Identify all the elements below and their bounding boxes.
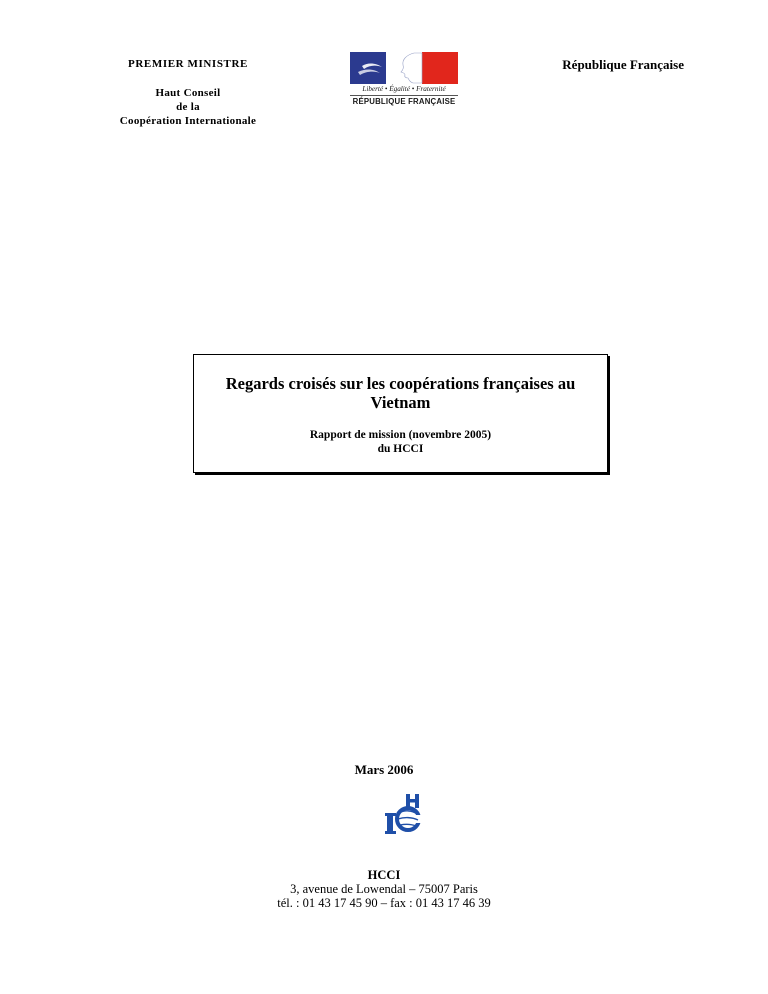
publication-date: Mars 2006 xyxy=(354,762,414,777)
hcci-logo-icon xyxy=(384,793,422,835)
report-subtitle-line-2: du HCCI xyxy=(377,443,424,455)
organization-line-2: de la xyxy=(176,101,200,113)
footer-address: 3, avenue de Lowendal – 75007 Paris xyxy=(290,882,478,896)
footer-contact xyxy=(0,868,768,910)
organization-line-3: Coopération Internationale xyxy=(119,115,257,127)
organization-name xyxy=(108,86,268,128)
republique-francaise-label: République Française xyxy=(562,57,684,72)
logo-motto: Liberté • Égalité • Fraternité xyxy=(362,85,446,93)
flag-red-band xyxy=(422,52,458,84)
header-left-block xyxy=(108,58,268,128)
footer-phone-fax: tél. : 01 43 17 45 90 – fax : 01 43 17 46 39 xyxy=(277,896,491,910)
flag-blue-band xyxy=(350,52,386,84)
report-subtitle xyxy=(194,428,607,456)
report-title-box xyxy=(193,354,608,473)
premier-ministre-label: PREMIER MINISTRE xyxy=(128,58,248,70)
report-subtitle-line-1: Rapport de mission (novembre 2005) xyxy=(309,429,492,441)
logo-republique-francaise: RÉPUBLIQUE FRANÇAISE xyxy=(352,97,456,106)
organization-line-1: Haut Conseil xyxy=(155,87,221,99)
report-title: Regards croisés sur les coopérations françaises au Vietnam xyxy=(225,374,576,412)
hcci-emblem xyxy=(384,793,422,835)
marianne-logo xyxy=(348,50,460,116)
logo-divider xyxy=(350,95,458,96)
footer-org: HCCI xyxy=(367,868,401,882)
marianne-flag-icon xyxy=(348,50,460,84)
